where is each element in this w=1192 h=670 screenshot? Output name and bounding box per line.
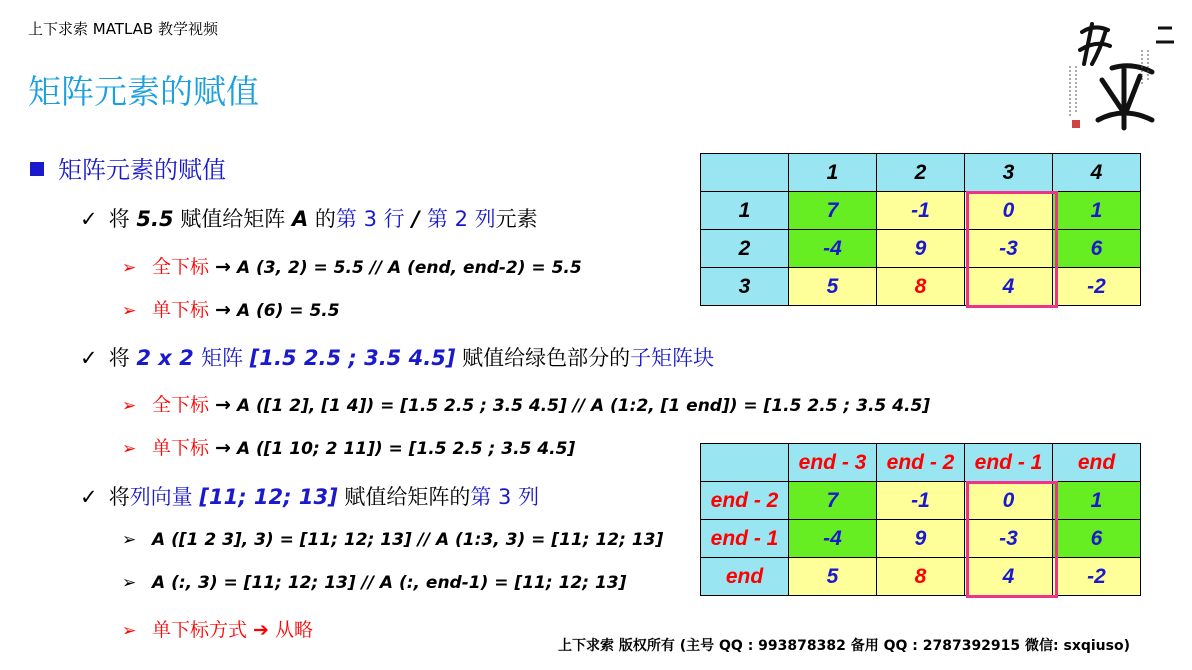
arrowhead-bullet-icon: ➢ [122, 530, 137, 550]
column-3-highlight [966, 191, 1058, 308]
matrix-cell: -2 [1053, 558, 1141, 596]
matrix-cell: 6 [1053, 520, 1141, 558]
row-header: 3 [701, 268, 789, 306]
matrix-cell-highlighted: 8 [877, 268, 965, 306]
calligraphy-seal-logo [1062, 10, 1182, 132]
row-header: end - 1 [701, 520, 789, 558]
arrowhead-bullet-icon: ➢ [122, 621, 137, 641]
table-corner-cell [701, 154, 789, 192]
row-header: 1 [701, 192, 789, 230]
square-bullet-icon [30, 162, 44, 176]
row-header: 2 [701, 230, 789, 268]
col-header: end - 3 [789, 444, 877, 482]
matrix-cell: 6 [1053, 230, 1141, 268]
row-header: end [701, 558, 789, 596]
item-linear-index-1: ➢ 单下标 → A (6) = 5.5 [122, 299, 340, 321]
checkmark-icon: ✓ [80, 207, 98, 231]
matrix-cell: 9 [877, 520, 965, 558]
matrix-cell: 7 [789, 482, 877, 520]
item-linear-omitted: ➢ 单下标方式 ➔ 从略 [122, 619, 313, 641]
matrix-cell: 0 [965, 482, 1053, 520]
matrix-cell: 7 [789, 192, 877, 230]
matrix-cell: -1 [877, 482, 965, 520]
checkmark-icon: ✓ [80, 346, 98, 370]
page-title: 矩阵元素的赋值 [28, 72, 259, 111]
arrowhead-bullet-icon: ➢ [122, 573, 137, 593]
item-column-code-2: ➢ A (:, 3) = [11; 12; 13] // A (:, end-1) = [11; 12; 13] [122, 573, 627, 593]
item-full-index-1: ➢ 全下标 → A (3, 2) = 5.5 // A (end, end-2) = 5.5 [122, 256, 582, 278]
matrix-table-indices [700, 153, 1141, 306]
row-header: end - 2 [701, 482, 789, 520]
matrix-cell: -1 [877, 192, 965, 230]
matrix-cell-highlighted: 8 [877, 558, 965, 596]
matrix-cell: -4 [789, 230, 877, 268]
matrix-cell: 1 [1053, 192, 1141, 230]
matrix-cell: -3 [965, 230, 1053, 268]
section-heading-text: 矩阵元素的赋值 [58, 156, 226, 184]
col-header: 3 [965, 154, 1053, 192]
matrix-cell: 4 [965, 558, 1053, 596]
matrix-cell: 1 [1053, 482, 1141, 520]
item-assign-submatrix: ✓ 将 2 x 2 矩阵 [1.5 2.5 ; 3.5 4.5] 赋值给绿色部分的子矩阵块 [80, 346, 715, 370]
matrix-cell: -2 [1053, 268, 1141, 306]
item-assign-scalar: ✓ 将 5.5 赋值给矩阵 A 的第 3 行 / 第 2 列元素 [80, 207, 538, 231]
matrix-cell: -3 [965, 520, 1053, 558]
matrix-table-end-indices [700, 443, 1141, 596]
item-assign-column: ✓ 将列向量 [11; 12; 13] 赋值给矩阵的第 3 列 [80, 485, 540, 509]
arrowhead-bullet-icon: ➢ [122, 301, 137, 321]
checkmark-icon: ✓ [80, 485, 98, 509]
matrix-cell: 4 [965, 268, 1053, 306]
section-heading [30, 150, 226, 185]
item-linear-index-2: ➢ 单下标 → A ([1 10; 2 11]) = [1.5 2.5 ; 3.5 4.5] [122, 437, 576, 459]
matrix-cell: 5 [789, 558, 877, 596]
matrix-cell: 5 [789, 268, 877, 306]
item-column-code-1: ➢ A ([1 2 3], 3) = [11; 12; 13] // A (1:3, 3) = [11; 12; 13] [122, 530, 664, 550]
matrix-cell: 0 [965, 192, 1053, 230]
col-header: 2 [877, 154, 965, 192]
item-full-index-2: ➢ 全下标 → A ([1 2], [1 4]) = [1.5 2.5 ; 3.5 4.5] // A (1:2, [1 end]) = [1.5 2.5 ; 3.5 4.5] [122, 394, 931, 416]
header-label: 上下求索 MATLAB 教学视频 [28, 20, 218, 38]
matrix-cell: 9 [877, 230, 965, 268]
col-header: end [1053, 444, 1141, 482]
matrix-cell: -4 [789, 520, 877, 558]
col-header: end - 2 [877, 444, 965, 482]
col-header: 4 [1053, 154, 1141, 192]
table-corner-cell [701, 444, 789, 482]
arrowhead-bullet-icon: ➢ [122, 396, 137, 416]
copyright-footer: 上下求索 版权所有 (主号 QQ : 993878382 备用 QQ : 2787392915 微信: sxqiuso) [558, 638, 1130, 654]
arrowhead-bullet-icon: ➢ [122, 258, 137, 278]
col-header: end - 1 [965, 444, 1053, 482]
arrowhead-bullet-icon: ➢ [122, 439, 137, 459]
col-header: 1 [789, 154, 877, 192]
column-3-highlight [966, 481, 1058, 598]
